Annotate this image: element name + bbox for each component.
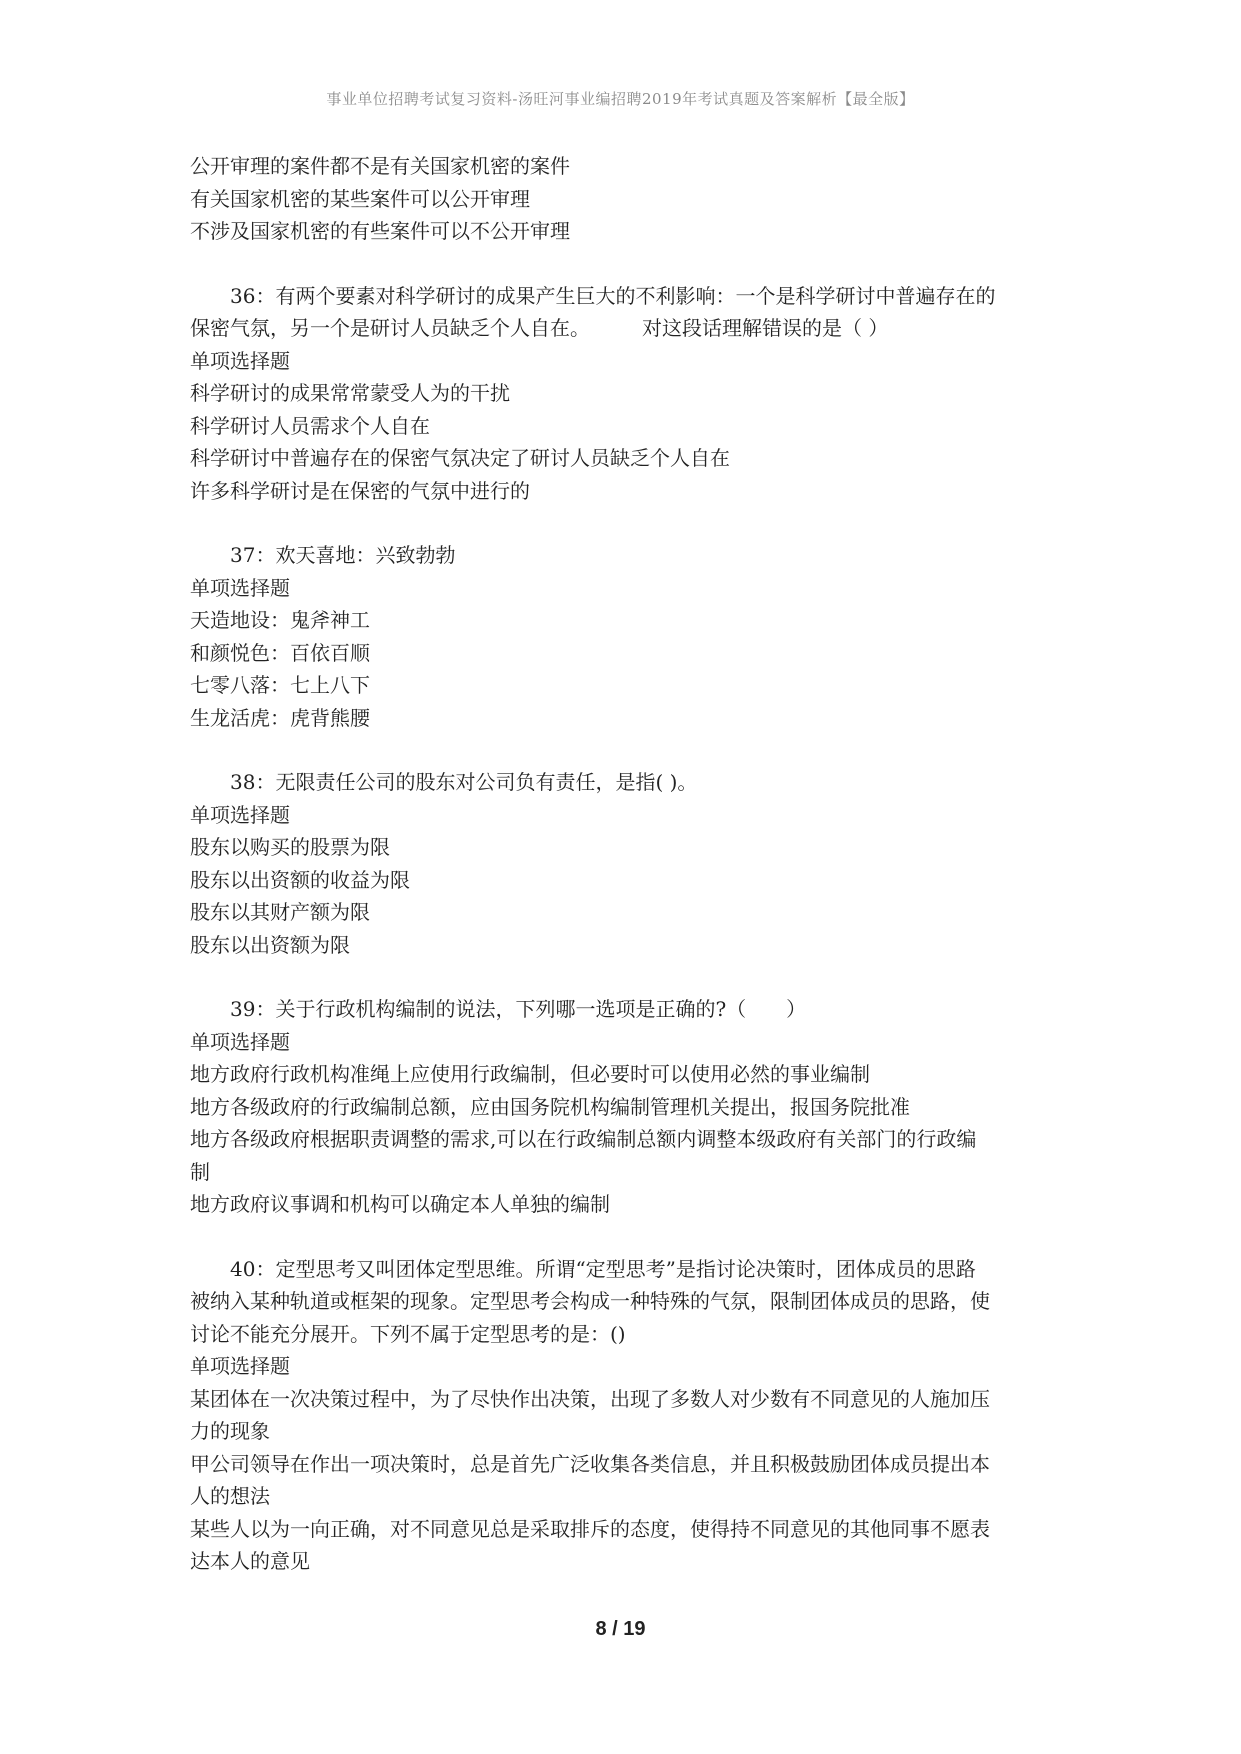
question-type: 单项选择题: [190, 1354, 290, 1378]
page-header: 事业单位招聘考试复习资料-汤旺河事业编招聘2019年考试真题及答案解析【最全版】: [326, 90, 915, 108]
question-stem: 36：有两个要素对科学研讨的成果产生巨大的不利影响：一个是科学研讨中普遍存在的: [230, 283, 996, 308]
option-line: 公开审理的案件都不是有关国家机密的案件: [190, 154, 570, 178]
question-stem: 39：关于行政机构编制的说法，下列哪一选项是正确的?（ ）: [230, 997, 807, 1021]
question-38: [190, 766, 1058, 961]
option-line: 人的想法: [190, 1484, 270, 1508]
option-line: 制: [190, 1159, 210, 1184]
option-line: 地方政府行政机构准绳上应使用行政编制，但必要时可以使用必然的事业编制: [190, 1062, 870, 1086]
question-type: 单项选择题: [190, 575, 290, 600]
option-line: 某些人以为一向正确，对不同意见总是采取排斥的态度，使得持不同意见的其他同事不愿表: [190, 1516, 990, 1541]
option-line: 某团体在一次决策过程中，为了尽快作出决策，出现了多数人对少数有不同意见的人施加压: [190, 1386, 990, 1411]
option-line: 有关国家机密的某些案件可以公开审理: [190, 186, 530, 211]
option-line: 许多科学研讨是在保密的气氛中进行的: [190, 478, 530, 503]
option-line: 科学研讨人员需求个人自在: [190, 413, 430, 438]
option-line: 地方各级政府的行政编制总额，应由国务院机构编制管理机关提出，报国务院批准: [190, 1094, 910, 1119]
option-line: 科学研讨中普遍存在的保密气氛决定了研讨人员缺乏个人自在: [190, 446, 730, 470]
option-line: 达本人的意见: [190, 1549, 310, 1573]
document-body: [190, 150, 1058, 1610]
question-stem-part: 保密气氛，另一个是研讨人员缺乏个人自在。: [190, 316, 590, 340]
option-line: 股东以出资额的收益为限: [190, 867, 410, 892]
option-line: 股东以其财产额为限: [190, 900, 370, 924]
question-stem-continued: [190, 312, 1058, 345]
question-stem: 40：定型思考又叫团体定型思维。所谓“定型思考”是指讨论决策时，团体成员的思路: [230, 1256, 976, 1281]
question-stem-continued: 被纳入某种轨道或框架的现象。定型思考会构成一种特殊的气氛，限制团体成员的思路，使: [190, 1289, 990, 1313]
option-line: 天造地设：鬼斧神工: [190, 608, 370, 632]
question-37: [190, 539, 1058, 734]
page-number: 8 / 19: [595, 1618, 646, 1640]
option-line: 地方政府议事调和机构可以确定本人单独的编制: [190, 1192, 610, 1216]
question-stem: 38：无限责任公司的股东对公司负有责任，是指( )。: [230, 770, 698, 794]
question-type: 单项选择题: [190, 1029, 290, 1054]
option-line: 股东以购买的股票为限: [190, 835, 390, 859]
option-line: 和颜悦色：百依百顺: [190, 640, 370, 665]
question-36: [190, 280, 1058, 508]
option-line: 生龙活虎：虎背熊腰: [190, 705, 370, 730]
option-line: 不涉及国家机密的有些案件可以不公开审理: [190, 219, 570, 243]
question-stem-part: 对这段话理解错误的是（ ）: [642, 316, 889, 340]
question-type: 单项选择题: [190, 348, 290, 373]
option-line: 股东以出资额为限: [190, 932, 350, 957]
question-stem-continued: 讨论不能充分展开。下列不属于定型思考的是：(): [190, 1321, 626, 1346]
option-line: 甲公司领导在作出一项决策时，总是首先广泛收集各类信息，并且积极鼓励团体成员提出本: [190, 1451, 990, 1476]
question-stem: 37：欢天喜地：兴致勃勃: [230, 543, 456, 567]
previous-question-options: [190, 150, 1058, 248]
question-40: [190, 1253, 1058, 1578]
option-line: 地方各级政府根据职责调整的需求,可以在行政编制总额内调整本级政府有关部门的行政编: [190, 1127, 977, 1151]
option-line: 科学研讨的成果常常蒙受人为的干扰: [190, 381, 510, 405]
option-line: 七零八落：七上八下: [190, 673, 370, 697]
question-type: 单项选择题: [190, 802, 290, 827]
option-line: 力的现象: [190, 1419, 270, 1443]
question-39: [190, 993, 1058, 1221]
